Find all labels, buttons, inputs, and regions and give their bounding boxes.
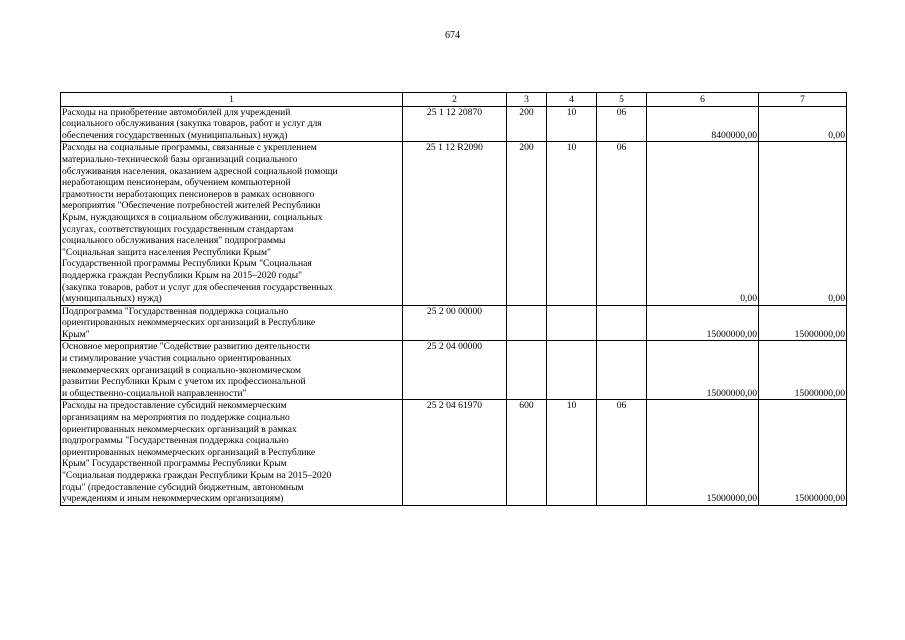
row-amount-1: 0,00 [647,142,759,305]
table-row [61,106,847,142]
page-number: 674 [445,30,460,41]
row-amount-2: 0,00 [759,106,847,142]
header-cell: 2 [403,93,507,107]
row-amount-1: 15000000,00 [647,305,759,341]
row-amount-2: 15000000,00 [759,341,847,400]
row-col4: 10 [547,400,597,505]
header-cell: 6 [647,93,759,107]
table-row [61,400,847,505]
row-col5: 06 [597,142,647,305]
row-col5: 06 [597,400,647,505]
header-cell: 3 [507,93,547,107]
header-cell: 5 [597,93,647,107]
row-col5 [597,305,647,341]
row-code: 25 1 12 20870 [403,106,507,142]
row-col5: 06 [597,106,647,142]
row-code: 25 2 04 00000 [403,341,507,400]
row-amount-2: 15000000,00 [759,400,847,505]
row-col3: 600 [507,400,547,505]
row-amount-1: 8400000,00 [647,106,759,142]
row-col3 [507,305,547,341]
row-description: Расходы на социальные программы, связанные с укреплением материально-технической базы организаций социального обслуживания населения, оказанием адресной социальной помощи неработающим пенсионерам, обучением компьютерной грамотности неработающих пенсионеров в рамках основного мероприятия "Обеспечение потребностей жителей Республики Крым, нуждающихся в социальном обслуживании, социальных услугах, соответствующих государственным стандартам социального обслуживания населения" подпрограммы "Социальная защита населения Республики Крым" Государственной программы Республики Крым "Социальная поддержка граждан Республики Крым на 2015–2020 годы" (закупка товаров, работ и услуг для обеспечения государственных (муниципальных) нужд) [61,142,403,305]
header-cell: 1 [61,93,403,107]
row-description: Подпрограмма "Государственная поддержка социально ориентированных некоммерческих организаций в Республике Крым" [61,305,403,341]
table-row [61,341,847,400]
row-col4: 10 [547,106,597,142]
row-code: 25 2 04 61970 [403,400,507,505]
row-col5 [597,341,647,400]
row-col3: 200 [507,142,547,305]
row-col3 [507,341,547,400]
header-cell: 7 [759,93,847,107]
header-cell: 4 [547,93,597,107]
row-col3: 200 [507,106,547,142]
row-code: 25 1 12 R2090 [403,142,507,305]
row-col4: 10 [547,142,597,305]
row-amount-2: 15000000,00 [759,305,847,341]
row-col4 [547,305,597,341]
row-col4 [547,341,597,400]
row-description: Расходы на предоставление субсидий некоммерческим организациям на мероприятия по поддержке социально ориентированных некоммерческих организаций в рамках подпрограммы "Государственная поддержка социально ориентированных некоммерческих организаций в Республике Крым" Государственной программы Республики Крым "Социальная поддержка граждан Республики Крым на 2015–2020 годы" (предоставление субсидий бюджетным, автономным учреждениям и иным некоммерческим организациям) [61,400,403,505]
budget-table [60,92,847,506]
table-row [61,142,847,305]
row-amount-1: 15000000,00 [647,341,759,400]
table-header-row [61,93,847,107]
row-description: Расходы на приобретение автомобилей для учреждений социального обслуживания (закупка товаров, работ и услуг для обеспечения государственных (муниципальных) нужд) [61,106,403,142]
row-code: 25 2 00 00000 [403,305,507,341]
row-description: Основное мероприятие "Содействие развитию деятельности и стимулирование участия социально ориентированных некоммерческих организаций в социально-экономическом развитии Республики Крым с учетом их профессиональной и общественно-социальной направленности" [61,341,403,400]
row-amount-1: 15000000,00 [647,400,759,505]
row-amount-2: 0,00 [759,142,847,305]
table-row [61,305,847,341]
